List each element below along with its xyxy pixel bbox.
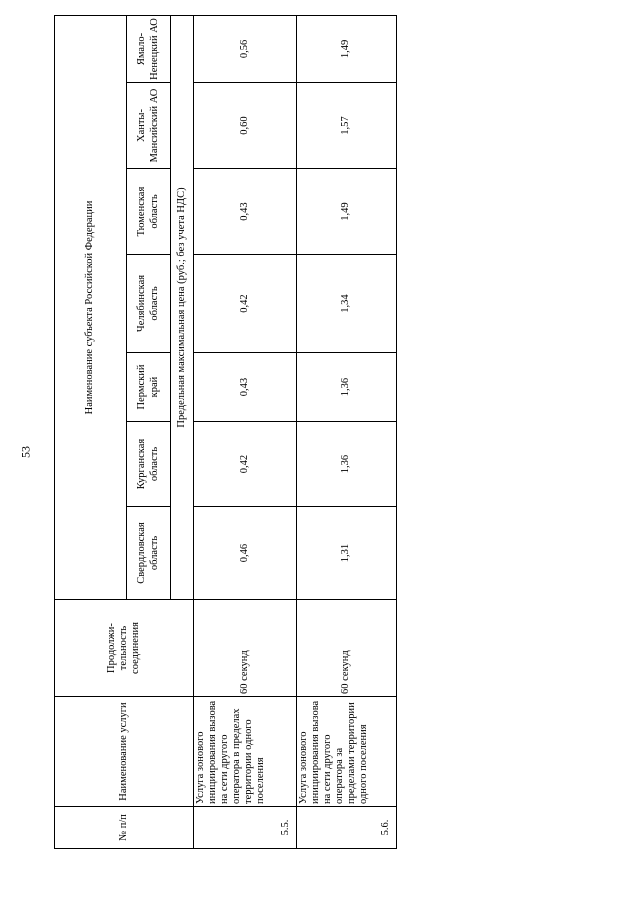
row-value: 1,57 (297, 83, 397, 169)
row-value: 0,42 (194, 422, 297, 507)
header-region: Челябинская область (127, 255, 171, 353)
row-value: 0,60 (194, 83, 297, 169)
header-num: № п/п (55, 807, 194, 849)
row-value: 0,46 (194, 507, 297, 600)
header-region: Курганская область (127, 422, 171, 507)
row-value: 1,49 (297, 169, 397, 255)
header-region: Ямало-Ненецкий АО (127, 15, 171, 82)
price-table (54, 15, 397, 849)
row-value: 1,49 (297, 15, 397, 82)
row-duration: 60 секунд (194, 600, 297, 697)
header-duration: Продолжи-тельность соединения (55, 600, 194, 697)
row-value: 1,31 (297, 507, 397, 600)
row-value: 0,43 (194, 169, 297, 255)
header-price-note: Предельная максимальная цена (руб.; без учета НДС) (171, 15, 194, 599)
row-value: 1,34 (297, 255, 397, 353)
row-duration: 60 секунд (297, 600, 397, 697)
header-region: Ханты-Мансийский АО (127, 83, 171, 169)
header-service: Наименование услуги (55, 697, 194, 807)
row-num: 5.6. (297, 807, 397, 849)
row-value: 0,43 (194, 353, 297, 422)
row-service: Услуга зонового инициирования вызова на сети другого оператора в пределах территории одного поселения (194, 697, 297, 807)
row-value: 0,56 (194, 15, 297, 82)
row-value: 0,42 (194, 255, 297, 353)
row-value: 1,36 (297, 422, 397, 507)
header-subject-group: Наименование субъекта Российской Федерации (55, 15, 127, 599)
row-num: 5.5. (194, 807, 297, 849)
row-service: Услуга зонового инициирования вызова на сети другого оператора за пределами территории одного поселения (297, 697, 397, 807)
header-region: Пермский край (127, 353, 171, 422)
rotated-page-content (54, 16, 396, 849)
row-value: 1,36 (297, 353, 397, 422)
table-row (194, 15, 297, 848)
table-row (297, 15, 397, 848)
page-number: 53 (18, 446, 33, 458)
header-region: Тюменская область (127, 169, 171, 255)
header-region: Свердловская область (127, 507, 171, 600)
